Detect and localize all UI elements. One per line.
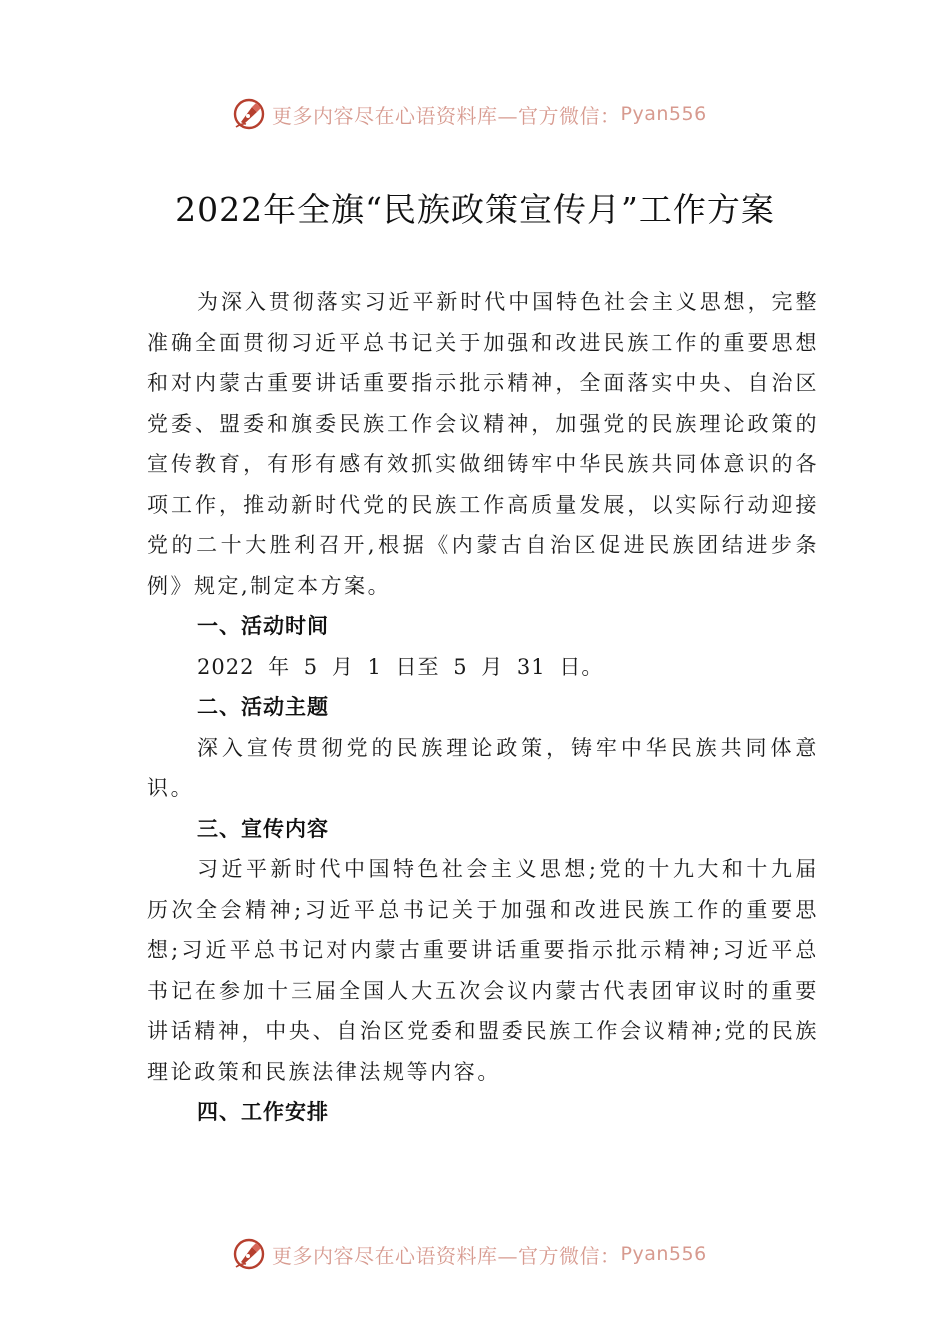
section-body-time: 2022 年 5 月 1 日至 5 月 31 日。 [197, 654, 604, 679]
intro-paragraph: 为深入贯彻落实习近平新时代中国特色社会主义思想，完整准确全面贯彻习近平总书记关于加强和改进民族工作的重要思想和对内蒙古重要讲话重要指示批示精神，全面落实中央、自治区党委、盟委和旗委民族工作会议精神，加强党的民族理论政策的宣传教育，有形有感有效抓实做细铸牢中华民族共同体意识的各项工作，推动新时代党的民族工作高质量发展，以实际行动迎接党的二十大胜利召开,根据《内蒙古自治区促进民族团结进步条例》规定,制定本方案。 [147, 290, 819, 598]
watermark-wechat-id: Pyan556 [620, 103, 707, 125]
document-body [147, 282, 819, 1133]
pen-nib-logo-icon [232, 1237, 266, 1271]
watermark-wechat-id: Pyan556 [620, 1243, 707, 1265]
watermark-header [232, 96, 707, 132]
watermark-text: 更多内容尽在心语资料库—官方微信： [272, 103, 621, 128]
section-heading-arrangement: 四、工作安排 [197, 1100, 329, 1124]
watermark-text: 更多内容尽在心语资料库—官方微信： [272, 1243, 621, 1268]
pen-nib-logo-icon [232, 97, 266, 131]
watermark-footer [232, 1236, 707, 1272]
section-heading-theme: 二、活动主题 [197, 695, 329, 719]
section-body-theme: 深入宣传贯彻党的民族理论政策，铸牢中华民族共同体意识。 [147, 735, 819, 800]
section-heading-content: 三、宣传内容 [197, 816, 329, 841]
section-body-content: 习近平新时代中国特色社会主义思想;党的十九大和十九届历次全会精神;习近平总书记关于加强和改进民族工作的重要思想;习近平总书记对内蒙古重要讲话重要指示批示精神;习近平总书记在参加十三届全国人大五次会议内蒙古代表团审议时的重要讲话精神，中央、自治区党委和盟委民族工作会议精神;党的民族理论政策和民族法律法规等内容。 [147, 857, 819, 1084]
document-title: 2022年全旗“民族政策宣传月”工作方案 [175, 190, 775, 229]
section-heading-time: 一、活动时间 [197, 614, 329, 638]
